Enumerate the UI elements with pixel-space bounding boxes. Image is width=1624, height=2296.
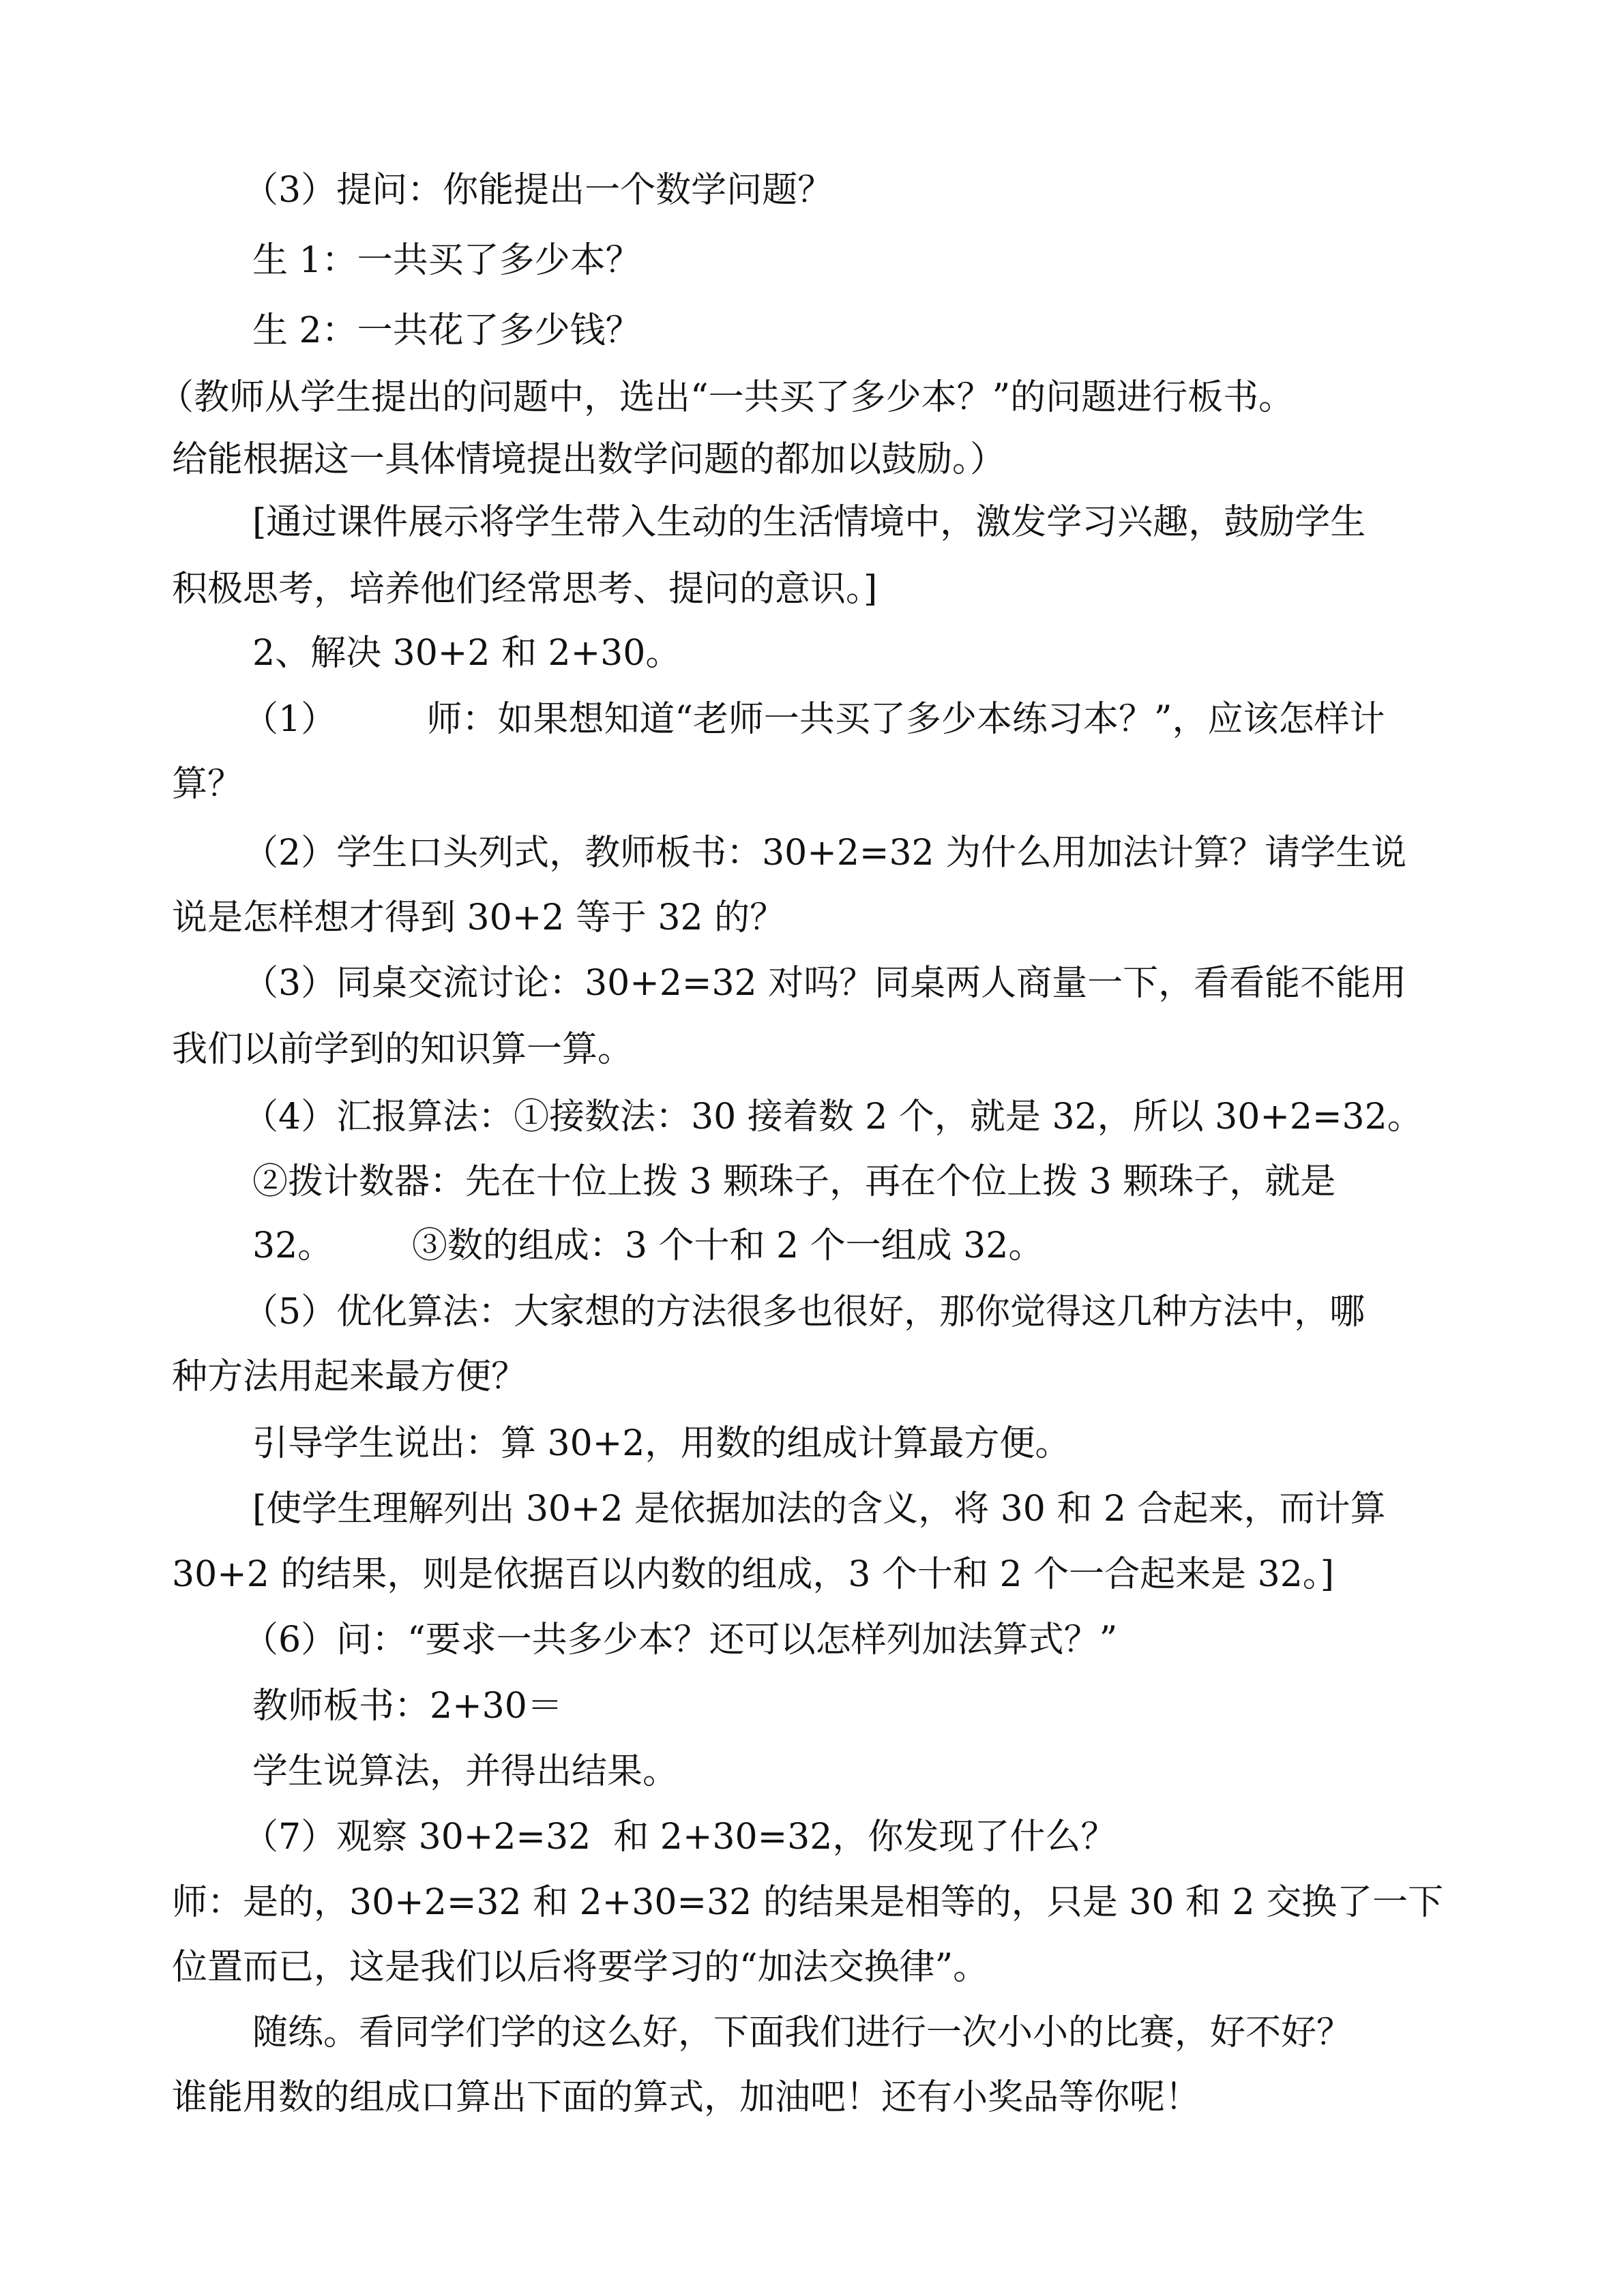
text-line-19: 种方法用起来最方便？	[172, 1356, 527, 1397]
text-line-5: 给能根据这一具体情境提出数学问题的都加以鼓励。）	[172, 439, 1006, 480]
text-line-21: [使学生理解列出 30+2 是依据加法的含义，将 30 和 2 合起来，而计算	[252, 1489, 1386, 1530]
text-line-28: 位置而已，这是我们以后将要学习的“加法交换律”。	[172, 1947, 989, 1988]
text-line-12: 说是怎样想才得到 30+2 等于 32 的？	[172, 897, 786, 938]
text-line-15: （4）汇报算法：①接数法：30 接着数 2 个，就是 32，所以 30+2=32。	[243, 1097, 1423, 1137]
text-line-14: 我们以前学到的知识算一算。	[172, 1029, 634, 1070]
text-line-16: ②拨计数器：先在十位上拨 3 颗珠子，再在个位上拨 3 颗珠子，就是	[252, 1161, 1336, 1202]
text-line-10: 算？	[172, 764, 243, 805]
text-line-7: 积极思考，培养他们经常思考、提问的意识。]	[172, 569, 878, 610]
text-line-8: 2、解决 30+2 和 2+30。	[252, 633, 681, 674]
text-line-26: （7）观察 30+2=32 和 2+30=32，你发现了什么？	[243, 1817, 1117, 1858]
text-line-29: 随练。看同学们学的这么好，下面我们进行一次小小的比赛，好不好？	[252, 2012, 1353, 2053]
text-line-11: （2）学生口头列式，教师板书：30+2=32 为什么用加法计算？请学生说	[243, 833, 1407, 874]
text-line-4: （教师从学生提出的问题中，选出“一共买了多少本？”的问题进行板书。	[158, 377, 1295, 418]
text-line-2: 生 1：一共买了多少本？	[252, 240, 641, 281]
text-line-25: 学生说算法，并得出结果。	[252, 1751, 679, 1792]
text-line-17: 32。 ③数的组成：3 个十和 2 个一组成 32。	[252, 1225, 1044, 1266]
text-line-18: （5）优化算法：大家想的方法很多也很好，那你觉得这几种方法中，哪	[243, 1292, 1365, 1332]
text-line-30: 谁能用数的组成口算出下面的算式，加油吧！还有小奖品等你呢！	[172, 2077, 1201, 2118]
text-line-1: （3）提问：你能提出一个数学问题？	[243, 170, 833, 211]
text-line-9: （1） 师：如果想知道“老师一共买了多少本练习本？”，应该怎样计	[243, 699, 1385, 740]
text-line-22: 30+2 的结果，则是依据百以内数的组成，3 个十和 2 个一合起来是 32。]	[172, 1554, 1335, 1595]
text-line-13: （3）同桌交流讨论：30+2=32 对吗？同桌两人商量一下，看看能不能用	[243, 963, 1407, 1004]
text-line-20: 引导学生说出：算 30+2，用数的组成计算最方便。	[252, 1423, 1071, 1464]
text-line-6: [通过课件展示将学生带入生动的生活情境中，激发学习兴趣，鼓励学生	[252, 502, 1366, 543]
text-line-27: 师：是的，30+2=32 和 2+30=32 的结果是相等的，只是 30 和 2 交换了一下	[172, 1882, 1444, 1923]
text-line-3: 生 2：一共花了多少钱？	[252, 310, 641, 351]
text-line-24: 教师板书：2+30＝	[252, 1686, 563, 1727]
text-line-23: （6）问：“要求一共多少本？还可以怎样列加法算式？”	[243, 1620, 1118, 1660]
